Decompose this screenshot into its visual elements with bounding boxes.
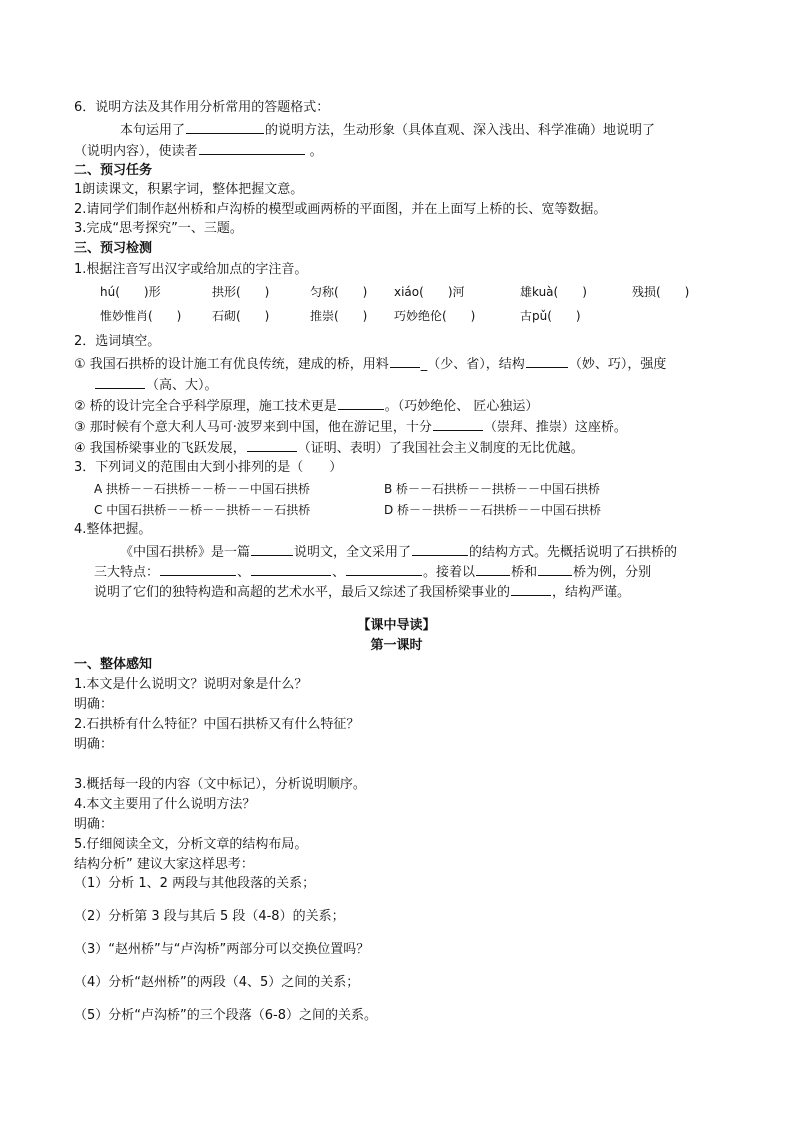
fill-item-1-cont: （高、大）。 <box>94 375 218 395</box>
pinyin-item: 惟妙惟肖( ) <box>100 309 182 323</box>
fill-item-4: ④ 我国桥梁事业的飞跃发展， （证明、表明）了我国社会主义制度的无比优越。 <box>74 438 584 458</box>
pinyin-item: hú( )形 <box>100 285 161 299</box>
guide-subtitle: 第一课时 <box>370 638 423 653</box>
method-format-line-2: （说明内容），使读者 。 <box>74 141 323 161</box>
answer-label: 明确： <box>74 817 114 832</box>
structure-step-3: （3）“赵州桥”与“卢沟桥”两部分可以交换位置吗？ <box>74 942 370 957</box>
fill-item-1: ① 我国石拱桥的设计施工有优良传统，建成的桥，用料 _（少、省），结构 （妙、巧），强度 <box>74 354 666 374</box>
fill-item-3: ③ 那时候有个意大利人马可·波罗来到中国，他在游记里，十分 （崇拜、推崇）这座桥。 <box>74 417 627 437</box>
structure-step-1: （1）分析 1、2 两段与其他段落的关系； <box>74 876 316 891</box>
answer-label: 明确： <box>74 697 114 712</box>
summary-line-2: 三大特点： 、 、 。接着以 桥和 桥为例，分别 <box>94 562 651 582</box>
blank-fill[interactable] <box>251 542 293 556</box>
pinyin-item: 匀称( ) <box>310 285 368 299</box>
option-b[interactable]: B 桥－－石拱桥－－拱桥－－中国石拱桥 <box>384 482 601 496</box>
check-question-1: 1.根据注音写出汉字或给加点的字注音。 <box>74 262 308 277</box>
guide-title: 【课中导读】 <box>357 618 436 633</box>
answer-label: 明确： <box>74 737 114 752</box>
check-question-4: 4.整体把握。 <box>74 522 152 537</box>
pinyin-item: 古pǔ( ) <box>520 309 581 323</box>
blank-fill[interactable] <box>511 582 551 596</box>
pinyin-item: 巧妙绝伦( ) <box>394 309 476 323</box>
section-title-preview-check: 三、预习检测 <box>74 241 153 256</box>
check-question-2: 2．选词填空。 <box>74 334 161 349</box>
guide-question-2: 2.石拱桥有什么特征？中国石拱桥又有什么特征？ <box>74 717 360 732</box>
blank-fill[interactable] <box>433 417 483 431</box>
guide-question-3: 3.概括每一段的内容（文中标记），分析说明顺序。 <box>74 777 366 792</box>
pinyin-item: 雄kuà( ) <box>520 285 587 299</box>
blank-reader-effect[interactable] <box>199 141 305 155</box>
summary-line-3: 说明了它们的独特构造和高超的艺术水平，最后又综述了我国桥梁事业的 ，结构严谨。 <box>94 582 630 602</box>
section-title-preview-task: 二、预习任务 <box>74 163 153 178</box>
structure-hint: 结构分析” 建议大家这样思考： <box>74 857 254 872</box>
check-question-3: 3．下列词义的范围由大到小排列的是（ ） <box>74 460 343 475</box>
option-a[interactable]: A 拱桥－－石拱桥－－桥－－中国石拱桥 <box>94 482 311 496</box>
blank-fill[interactable] <box>338 396 384 410</box>
task-item-1: 1朗读课文，积累字词，整体把握文意。 <box>74 182 304 197</box>
pinyin-item: 推崇( ) <box>310 309 368 323</box>
blank-fill[interactable] <box>412 542 468 556</box>
pinyin-item: 石砌( ) <box>212 309 270 323</box>
summary-line-1: 《中国石拱桥》是一篇 说明文，全文采用了 的结构方式。先概括说明了石拱桥的 <box>120 542 677 562</box>
blank-fill[interactable] <box>95 375 145 389</box>
task-item-3: 3.完成“思考探究”一、三题。 <box>74 221 243 236</box>
guide-question-4: 4.本文主要用了什么说明方法？ <box>74 797 256 812</box>
structure-step-5: （5）分析“卢沟桥”的三个段落（6-8）之间的关系。 <box>74 1008 377 1023</box>
pinyin-item: 拱形( ) <box>212 285 270 299</box>
blank-fill[interactable] <box>160 562 236 576</box>
option-d[interactable]: D 桥－－拱桥－－石拱桥－－中国石拱桥 <box>384 503 602 517</box>
blank-fill[interactable] <box>538 562 572 576</box>
option-c[interactable]: C 中国石拱桥－－桥－－拱桥－－石拱桥 <box>94 503 311 517</box>
task-item-2: 2.请同学们制作赵州桥和卢沟桥的模型或画两桥的平面图，并在上面写上桥的长、宽等数据。 <box>74 202 607 217</box>
blank-fill[interactable] <box>346 562 422 576</box>
blank-fill[interactable] <box>251 562 331 576</box>
blank-fill[interactable] <box>247 438 297 452</box>
blank-method[interactable] <box>186 120 264 134</box>
pinyin-item: 残损( ) <box>632 285 690 299</box>
guide-question-1: 1.本文是什么说明文？说明对象是什么？ <box>74 677 308 692</box>
structure-step-4: （4）分析“赵州桥”的两段（4、5）之间的关系； <box>74 975 360 990</box>
guide-question-5: 5.仔细阅读全文，分析文章的结构布局。 <box>74 837 308 852</box>
section-title-overall: 一、整体感知 <box>74 657 153 672</box>
blank-fill[interactable] <box>476 562 510 576</box>
blank-fill[interactable] <box>526 354 568 368</box>
method-format-line-1: 本句运用了 的说明方法，生动形象（具体直观、深入浅出、科学准确）地说明了 <box>120 120 655 140</box>
pinyin-item: xiáo( )河 <box>394 285 465 299</box>
method-format-heading: 6．说明方法及其作用分析常用的答题格式： <box>74 100 330 115</box>
blank-fill[interactable] <box>390 354 420 368</box>
structure-step-2: （2）分析第 3 段与其后 5 段（4-8）的关系； <box>74 909 345 924</box>
fill-item-2: ② 桥的设计完全合乎科学原理，施工技术更是 。（巧妙绝伦、 匠心独运） <box>74 396 538 416</box>
